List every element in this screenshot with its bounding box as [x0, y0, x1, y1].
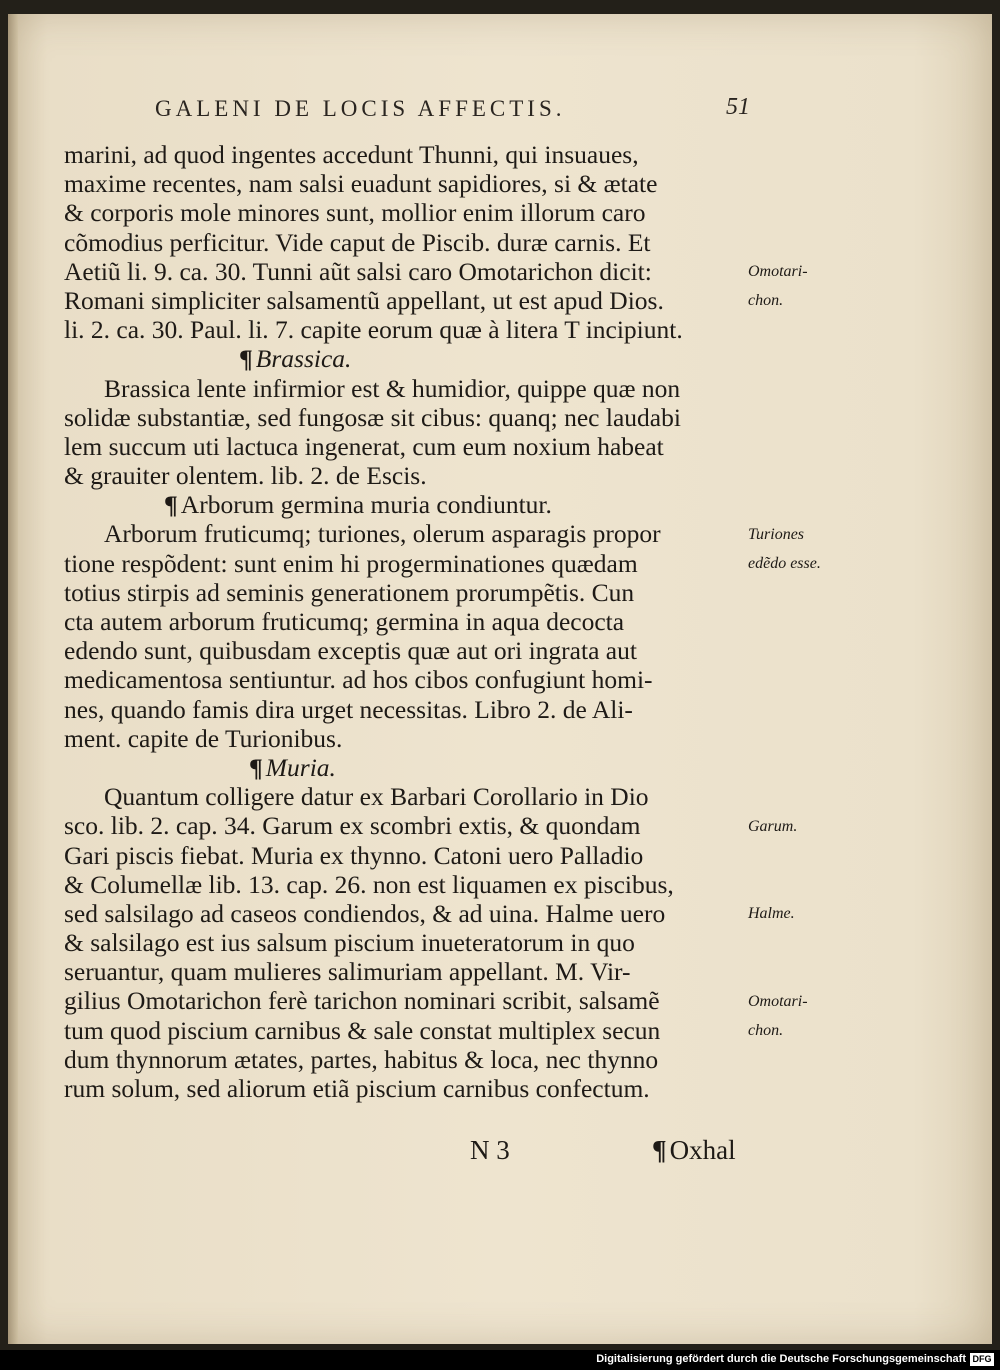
- text-line: [64, 461, 764, 490]
- line-text: seruantur, quam mulieres salimuriam appellant. M. Vir-: [64, 957, 631, 987]
- line-text: rum solum, sed aliorum etiã piscium carnibus confectum.: [64, 1074, 650, 1103]
- line-text: Muria.: [265, 752, 336, 782]
- funding-credit: Digitalisierung gefördert durch die Deutsche Forschungsgemeinschaft: [596, 1353, 966, 1365]
- running-head: GALENI DE LOCIS AFFECTIS.: [155, 96, 566, 121]
- text-line: [64, 1074, 764, 1103]
- text-line: [64, 228, 764, 257]
- marginal-note: Garum.: [748, 817, 798, 835]
- text-line: [64, 636, 764, 665]
- line-text: medicamentosa sentiuntur. ad hos cibos confugiunt homi-: [64, 665, 653, 695]
- marginal-note: chon.: [748, 292, 784, 309]
- line-text: tione respõdent: sunt enim hi progerminationes quædam: [64, 548, 638, 578]
- line-text: gilius Omotarichon ferè tarichon nominari scribit, salsamẽ: [64, 986, 660, 1016]
- text-line: [64, 782, 764, 811]
- line-text: dum thynnorum ætates, partes, habitus & loca, nec thynno: [64, 1044, 659, 1074]
- catchword-text: Oxhal: [669, 1135, 736, 1165]
- line-text: & grauiter olentem. lib. 2. de Escis.: [64, 461, 427, 491]
- text-line: [64, 198, 764, 227]
- marginal-note: edẽdo esse.: [748, 554, 821, 572]
- line-text: ment. capite de Turionibus.: [64, 723, 343, 753]
- text-line: [64, 169, 764, 198]
- line-text: solidæ substantiæ, sed fungosæ sit cibus: quanq; nec laudabi: [64, 402, 681, 432]
- line-text: Arborum germina muria condiuntur.: [180, 490, 552, 520]
- text-line: [64, 315, 764, 344]
- text-line: [64, 432, 764, 461]
- paragraph-mark-icon: ¶: [164, 490, 178, 520]
- line-text: Brassica lente infirmior est & humidior, quippe quæ non: [104, 373, 681, 403]
- folio-number: 51: [726, 94, 750, 120]
- text-line: [64, 899, 764, 928]
- text-line: [64, 811, 764, 840]
- section-heading: [64, 753, 764, 782]
- section-heading: [64, 490, 764, 519]
- line-text: Romani simpliciter salsamentũ appellant, ut est apud Dios.: [64, 285, 664, 315]
- marginal-note: Turiones: [748, 525, 805, 543]
- text-line: [64, 986, 764, 1015]
- paragraph-mark-icon: ¶: [239, 344, 253, 374]
- section-heading: [64, 344, 764, 373]
- line-text: Quantum colligere datur ex Barbari Corollario in Dio: [104, 782, 649, 812]
- text-line: [64, 519, 764, 548]
- text-line: [64, 578, 764, 607]
- line-text: lem succum uti lactuca ingenerat, cum eum noxium habeat: [64, 431, 664, 461]
- text-line: [64, 374, 764, 403]
- line-text: & Columellæ lib. 13. cap. 26. non est liquamen ex piscibus,: [64, 869, 674, 899]
- catchword: [652, 1135, 736, 1166]
- line-text: li. 2. ca. 30. Paul. li. 7. capite eorum quæ à litera T incipiunt.: [64, 315, 683, 345]
- body-text: [64, 140, 764, 1103]
- line-text: nes, quando famis dira urget necessitas. Libro 2. de Ali-: [64, 694, 633, 724]
- marginal-note: chon.: [748, 1022, 784, 1039]
- text-line: [64, 695, 764, 724]
- text-line: [64, 607, 764, 636]
- line-text: Arborum fruticumq; turiones, olerum asparagis propor: [104, 519, 661, 549]
- line-text: maxime recentes, nam salsi euadunt sapidiores, si & ætate: [64, 169, 658, 199]
- text-line: [64, 724, 764, 753]
- text-line: [64, 286, 764, 315]
- line-text: edendo sunt, quibusdam exceptis quæ aut ori ingrata aut: [64, 636, 637, 666]
- text-line: [64, 1045, 764, 1074]
- paragraph-mark-icon: ¶: [652, 1135, 667, 1165]
- line-text: cta autem arborum fruticumq; germina in aqua decocta: [64, 607, 625, 636]
- line-text: totius stirpis ad seminis generationem prorumpẽtis. Cun: [64, 577, 635, 607]
- line-text: & salsilago est ius salsum piscium inueteratorum in quo: [64, 928, 635, 958]
- text-line: [64, 841, 764, 870]
- signature-mark: N 3: [470, 1135, 510, 1165]
- text-line: [64, 870, 764, 899]
- line-text: tum quod piscium carnibus & sale constat multiplex secun: [64, 1015, 661, 1045]
- text-line: [64, 1016, 764, 1045]
- line-text: Brassica.: [255, 344, 352, 374]
- line-text: sed salsilago ad caseos condiendos, & ad uina. Halme uero: [64, 898, 666, 928]
- page-gutter: [8, 14, 18, 1344]
- marginal-note: Omotari-: [748, 992, 808, 1010]
- text-line: [64, 928, 764, 957]
- text-line: [64, 665, 764, 694]
- marginal-note: Omotari-: [748, 262, 808, 280]
- line-text: marini, ad quod ingentes accedunt Thunni, qui insuaues,: [64, 140, 639, 169]
- dfg-logo-icon: DFG: [970, 1353, 994, 1366]
- line-text: cõmodius perficitur. Vide caput de Piscib. duræ carnis. Et: [64, 227, 651, 257]
- footer-bar: [0, 1350, 1000, 1370]
- line-text: sco. lib. 2. cap. 34. Garum ex scombri extis, & quondam: [64, 811, 641, 841]
- text-line: [64, 140, 764, 169]
- paragraph-mark-icon: ¶: [249, 752, 263, 782]
- line-text: Gari piscis fiebat. Muria ex thynno. Catoni uero Palladio: [64, 840, 644, 870]
- text-line: [64, 403, 764, 432]
- text-line: [64, 257, 764, 286]
- line-text: Aetiũ li. 9. ca. 30. Tunni aũt salsi caro Omotarichon dicit:: [64, 256, 652, 286]
- marginal-note: Halme.: [748, 905, 795, 923]
- text-line: [64, 957, 764, 986]
- line-text: & corporis mole minores sunt, mollior enim illorum caro: [64, 198, 646, 228]
- text-line: [64, 549, 764, 578]
